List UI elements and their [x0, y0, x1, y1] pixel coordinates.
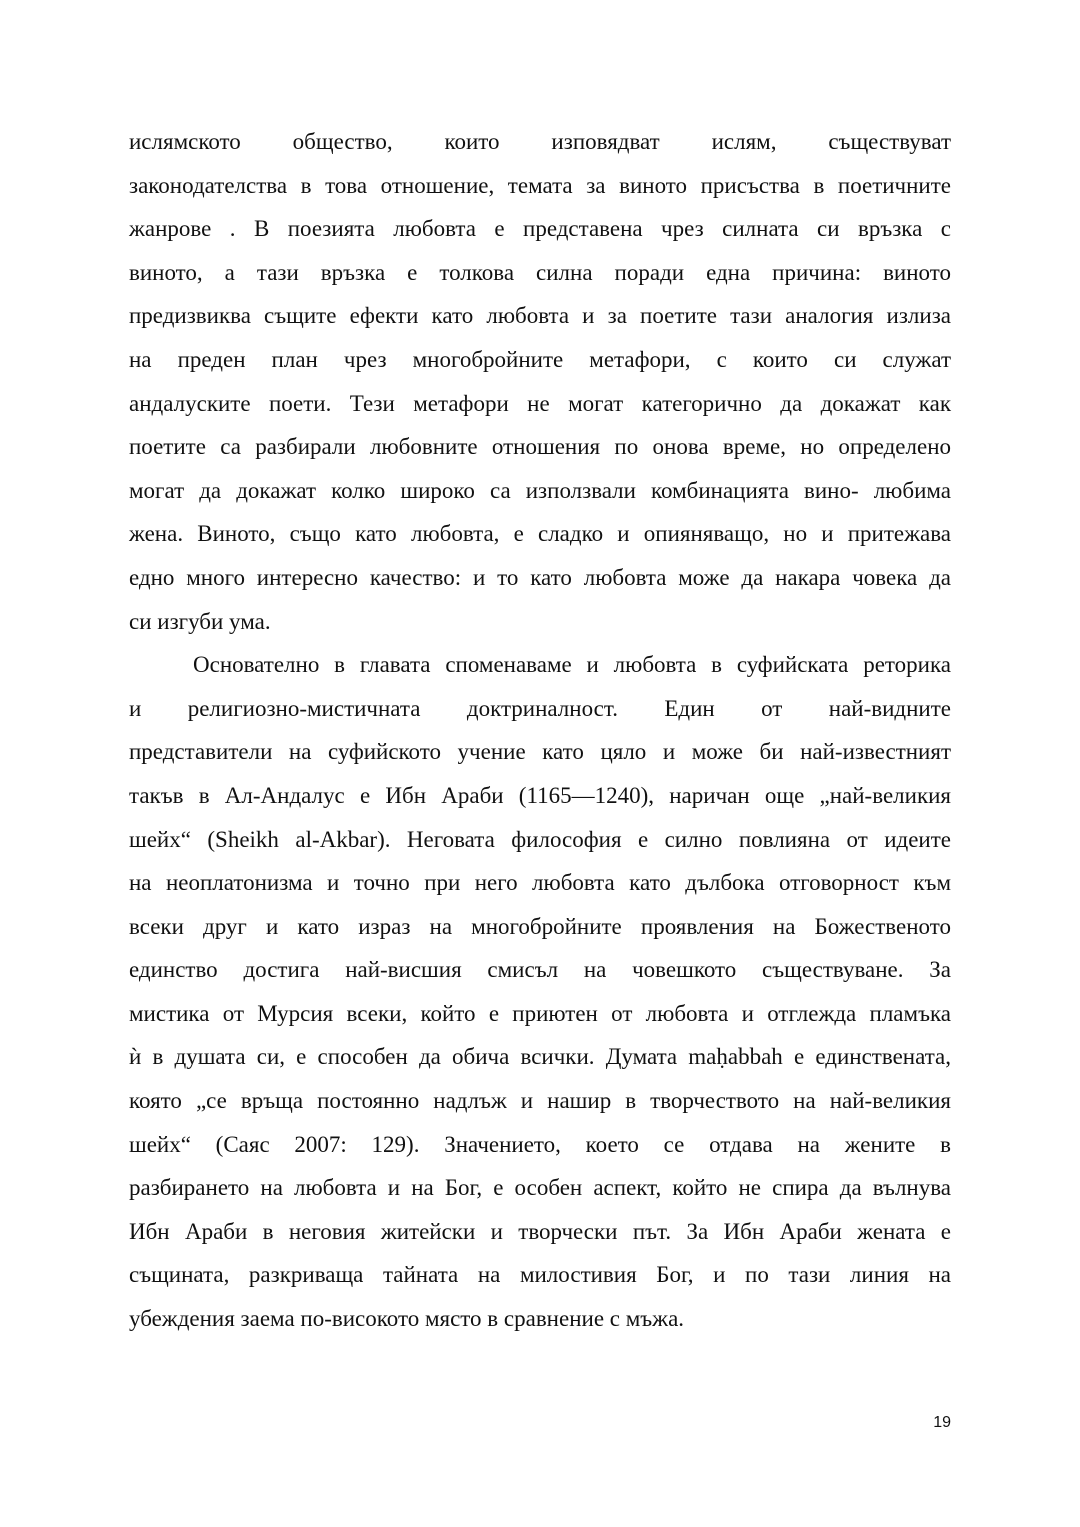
text-line: единство достига най-висшия смисъл на човешкото съществуване. За — [129, 957, 951, 983]
text-line: такъв в Ал-Андалус е Ибн Араби (1165—1240), наричан още „най-великия — [129, 782, 951, 808]
text-line: законодателства в това отношение, темата за виното присъства в поетичните — [129, 172, 951, 198]
text-line: андалуските поети. Тези метафори не могат категорично да докажат как — [129, 390, 951, 416]
text-line: поетите са разбирали любовните отношения по онова време, но определено — [129, 434, 951, 460]
text-line: всеки друг и като израз на многобройните проявления на Божественото — [129, 913, 951, 939]
text-line: същината, разкриваща тайната на милостивия Бог, и по тази линия на — [129, 1262, 951, 1288]
text-line: на преден план чрез многобройните метафори, с които си служат — [129, 346, 951, 372]
text-line: и религиозно-мистичната доктриналност. Един от най-видните — [129, 695, 951, 721]
text-line: ислямското общество, които изповядват ислям, съществуват — [129, 129, 951, 154]
text-line: убеждения заема по-високото място в сравнение с мъжа. — [129, 1306, 685, 1332]
text-line: представители на суфийското учение като цяло и може би най-известният — [129, 739, 951, 765]
paragraph-2 — [129, 643, 951, 1341]
text-line: ѝ в душата си, е способен да обича всички. Думата maḥabbah е единствената, — [129, 1044, 951, 1070]
text-line: шейх“ (Саяс 2007: 129). Значението, което се отдава на жените в — [129, 1131, 951, 1157]
text-line: жанрове . В поезията любовта е представена чрез силната си връзка с — [129, 216, 951, 242]
text-line: могат да докажат колко широко са използвали комбинацията вино- любима — [129, 477, 951, 503]
text-line: предизвиква същите ефекти като любовта и за поетите тази аналогия излиза — [129, 303, 951, 329]
text-line: шейх“ (Sheikh al-Akbar). Неговата философия е силно повлияна от идеите — [129, 826, 951, 852]
paragraph-1 — [129, 120, 951, 643]
text-line: виното, а тази връзка е толкова силна поради една причина: виното — [129, 259, 951, 285]
text-line: едно много интересно качество: и то като любовта може да накара човека да — [129, 564, 951, 590]
text-line: мистика от Мурсия всеки, който е приютен от любовта и отглежда пламъка — [129, 1000, 951, 1026]
text-line: Ибн Араби в неговия житейски и творчески път. За Ибн Араби жената е — [129, 1218, 951, 1244]
text-line: разбирането на любовта и на Бог, е особен аспект, който не спира да вълнува — [129, 1175, 951, 1201]
text-line: която „се връща постоянно надлъж и нашир в творчеството на най-великия — [129, 1088, 951, 1114]
text-line: жена. Виното, също като любовта, е сладко и опияняващо, но и притежава — [129, 521, 951, 547]
body-text — [129, 120, 951, 1341]
text-line: си изгуби ума. — [129, 608, 271, 634]
page-number: 19 — [933, 1414, 951, 1431]
text-line: на неоплатонизма и точно при него любовта като дълбока отговорност към — [129, 870, 951, 896]
text-line: Основателно в главата споменаваме и любовта в суфийската реторика — [193, 652, 951, 678]
